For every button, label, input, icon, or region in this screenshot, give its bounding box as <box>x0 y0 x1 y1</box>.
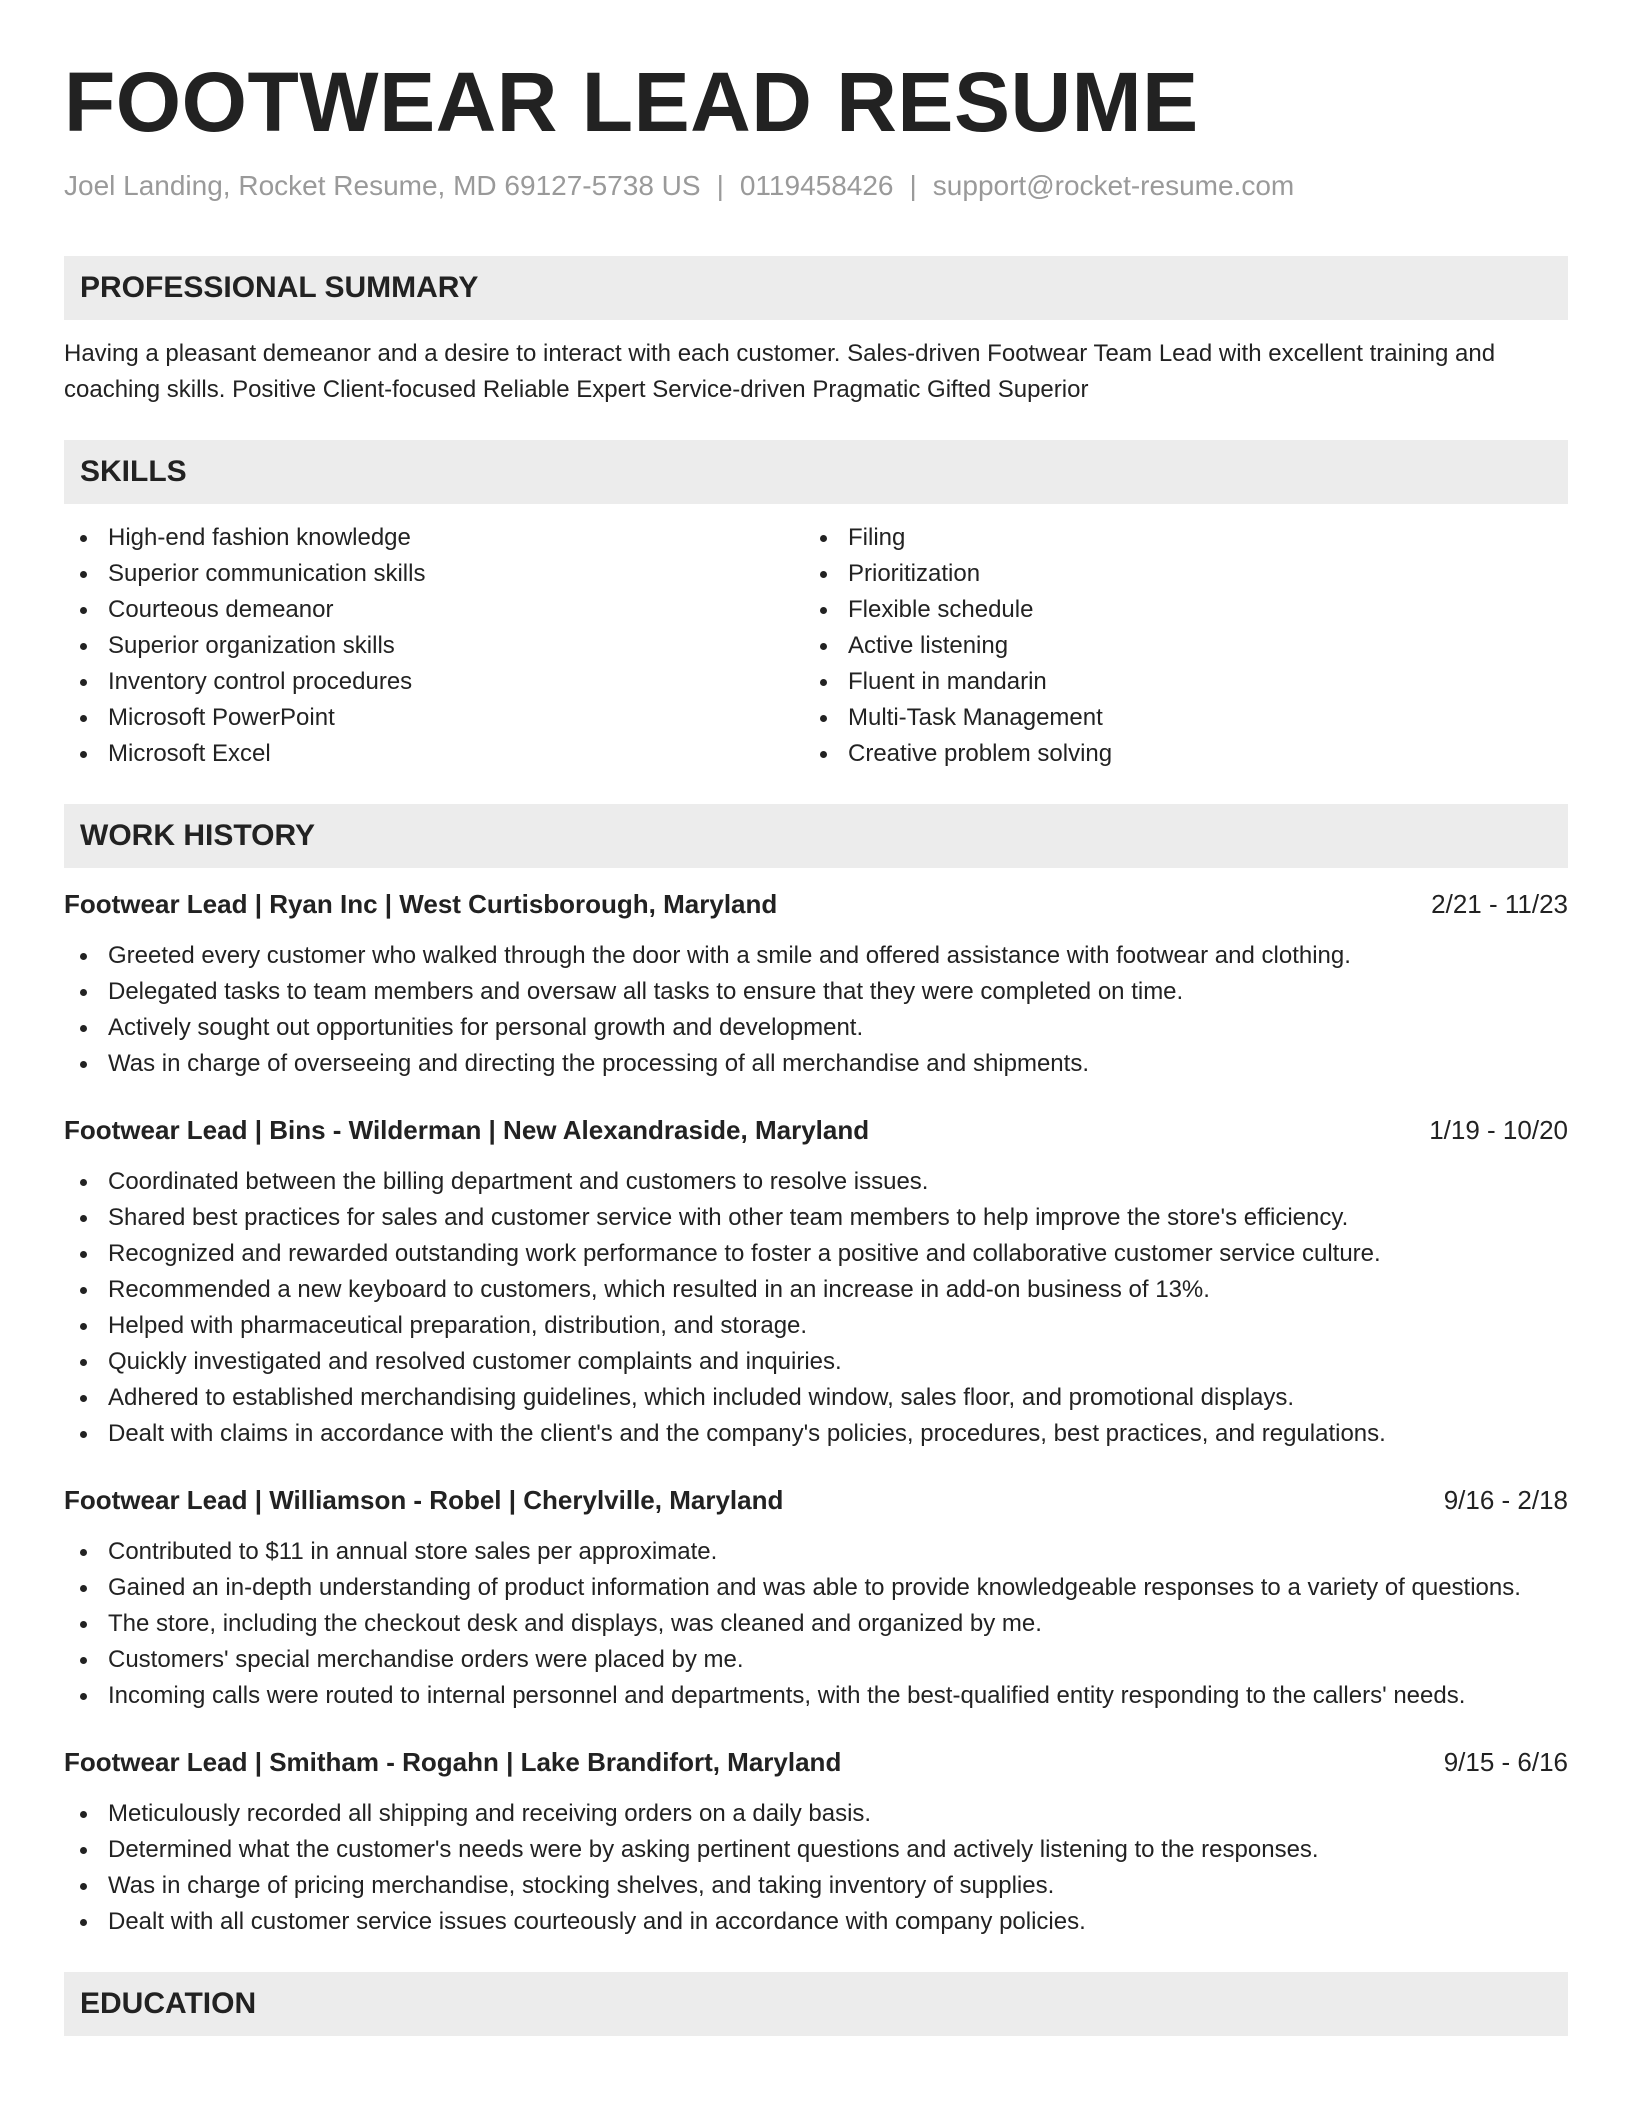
job-bullet: Determined what the customer's needs were by asking pertinent questions and actively listening to the responses. <box>64 1832 1568 1868</box>
job-bullet: Incoming calls were routed to internal personnel and departments, with the best-qualified entity responding to the callers' needs. <box>64 1678 1568 1714</box>
job-bullet: Recognized and rewarded outstanding work performance to foster a positive and collaborative customer service culture. <box>64 1236 1568 1272</box>
skill-item: Active listening <box>804 628 1544 664</box>
job-dates: 9/16 - 2/18 <box>1443 1485 1568 1515</box>
job-entry <box>64 1112 1568 1452</box>
job-title: Footwear Lead | Williamson - Robel | Cherylville, Maryland <box>64 1485 784 1515</box>
job-title: Footwear Lead | Ryan Inc | West Curtisborough, Maryland <box>64 889 778 919</box>
job-bullet: The store, including the checkout desk and displays, was cleaned and organized by me. <box>64 1606 1568 1642</box>
job-bullet: Recommended a new keyboard to customers, which resulted in an increase in add-on business of 13%. <box>64 1272 1568 1308</box>
contact-separator: | <box>716 170 724 201</box>
job-bullet: Meticulously recorded all shipping and receiving orders on a daily basis. <box>64 1796 1568 1832</box>
section-heading-education: EDUCATION <box>64 1972 1568 2036</box>
section-heading-summary: PROFESSIONAL SUMMARY <box>64 256 1568 320</box>
skill-item: Microsoft Excel <box>64 736 804 772</box>
job-bullet: Contributed to $11 in annual store sales per approximate. <box>64 1534 1568 1570</box>
job-header <box>64 1482 1568 1518</box>
skill-item: Inventory control procedures <box>64 664 804 700</box>
skill-item: Superior communication skills <box>64 556 804 592</box>
job-title: Footwear Lead | Smitham - Rogahn | Lake Brandifort, Maryland <box>64 1747 842 1777</box>
summary-text: Having a pleasant demeanor and a desire to interact with each customer. Sales-driven Footwear Team Lead with excellent training and coaching skills. Positive Client-focused Reliable Expert Service-driven Pragmatic Gifted Superior <box>64 340 1496 403</box>
job-bullet: Coordinated between the billing department and customers to resolve issues. <box>64 1164 1568 1200</box>
skill-item: Fluent in mandarin <box>804 664 1544 700</box>
skills-column-left <box>64 520 804 772</box>
job-bullets <box>64 1164 1568 1452</box>
job-bullet: Delegated tasks to team members and oversaw all tasks to ensure that they were completed on time. <box>64 974 1568 1010</box>
job-bullets <box>64 938 1568 1082</box>
contact-line <box>64 168 1568 204</box>
job-bullet: Helped with pharmaceutical preparation, distribution, and storage. <box>64 1308 1568 1344</box>
job-bullet: Shared best practices for sales and customer service with other team members to help improve the store's efficiency. <box>64 1200 1568 1236</box>
job-dates: 1/19 - 10/20 <box>1429 1115 1568 1145</box>
job-entry <box>64 1482 1568 1714</box>
skill-item: Courteous demeanor <box>64 592 804 628</box>
skill-item: High-end fashion knowledge <box>64 520 804 556</box>
section-heading-skills: SKILLS <box>64 440 1568 504</box>
resume-title: FOOTWEAR LEAD RESUME <box>64 55 1199 149</box>
job-bullet: Actively sought out opportunities for personal growth and development. <box>64 1010 1568 1046</box>
job-header <box>64 1744 1568 1780</box>
job-bullet: Customers' special merchandise orders were placed by me. <box>64 1642 1568 1678</box>
skills-column-right <box>804 520 1544 772</box>
job-dates: 9/15 - 6/16 <box>1443 1747 1568 1777</box>
job-header <box>64 886 1568 922</box>
contact-phone: 0119458426 <box>739 170 894 201</box>
job-bullet: Gained an in-depth understanding of product information and was able to provide knowledgeable responses to a variety of questions. <box>64 1570 1568 1606</box>
skill-item: Creative problem solving <box>804 736 1544 772</box>
job-bullet: Was in charge of overseeing and directing the processing of all merchandise and shipments. <box>64 1046 1568 1082</box>
job-bullet: Dealt with all customer service issues courteously and in accordance with company policies. <box>64 1904 1568 1940</box>
job-bullet: Quickly investigated and resolved customer complaints and inquiries. <box>64 1344 1568 1380</box>
skill-item: Flexible schedule <box>804 592 1544 628</box>
job-bullets <box>64 1534 1568 1714</box>
skill-item: Multi-Task Management <box>804 700 1544 736</box>
job-bullet: Greeted every customer who walked through the door with a smile and offered assistance with footwear and clothing. <box>64 938 1568 974</box>
job-bullet: Adhered to established merchandising guidelines, which included window, sales floor, and promotional displays. <box>64 1380 1568 1416</box>
job-header <box>64 1112 1568 1148</box>
job-entry <box>64 1744 1568 1940</box>
contact-email: support@rocket-resume.com <box>932 170 1295 201</box>
skill-item: Superior organization skills <box>64 628 804 664</box>
job-bullet: Dealt with claims in accordance with the client's and the company's policies, procedures, best practices, and regulations. <box>64 1416 1568 1452</box>
contact-separator: | <box>909 170 917 201</box>
job-bullet: Was in charge of pricing merchandise, stocking shelves, and taking inventory of supplies. <box>64 1868 1568 1904</box>
contact-address: Joel Landing, Rocket Resume, MD 69127-5738 US <box>64 170 701 201</box>
job-entry <box>64 886 1568 1082</box>
section-heading-work-history: WORK HISTORY <box>64 804 1568 868</box>
skills-list <box>64 520 1568 772</box>
skill-item: Filing <box>804 520 1544 556</box>
job-title: Footwear Lead | Bins - Wilderman | New Alexandraside, Maryland <box>64 1115 870 1145</box>
skill-item: Prioritization <box>804 556 1544 592</box>
skill-item: Microsoft PowerPoint <box>64 700 804 736</box>
job-dates: 2/21 - 11/23 <box>1431 889 1568 919</box>
job-bullets <box>64 1796 1568 1940</box>
